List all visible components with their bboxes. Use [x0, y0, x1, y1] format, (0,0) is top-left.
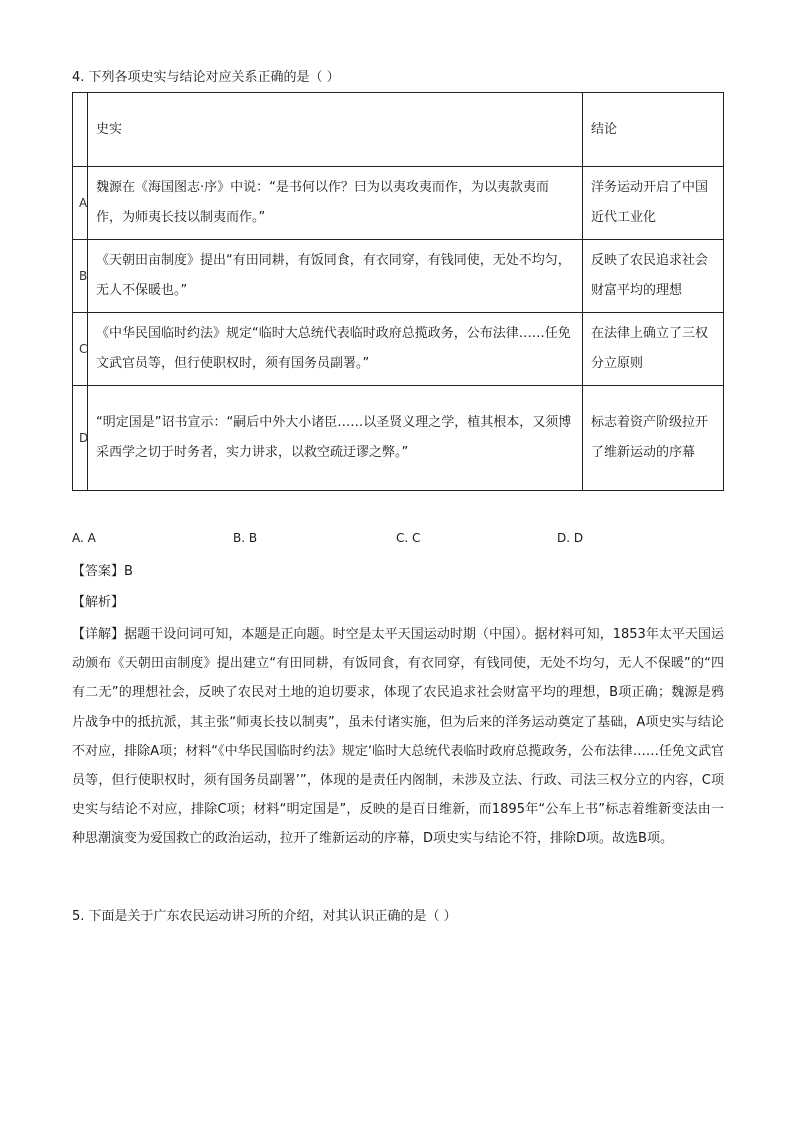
row-label-text: A	[79, 196, 88, 210]
table-header-row	[73, 93, 724, 167]
analysis-label: 【解析】	[72, 595, 125, 610]
option-d[interactable]: D. D	[557, 531, 584, 545]
header-fact: 史实	[88, 93, 583, 167]
row-label-text: D	[79, 431, 89, 445]
row-label-text: C	[79, 342, 88, 356]
facts-table	[72, 92, 724, 491]
row-label	[73, 313, 88, 386]
row-label-text: B	[79, 269, 88, 283]
row-label	[73, 386, 88, 491]
answer-options	[0, 531, 794, 547]
row-fact: 《中华民国临时约法》规定“临时大总统代表临时政府总揽政务，公布法律……任免文武官员等，但行使职权时，须有国务员副署。”	[88, 313, 583, 386]
row-conclusion: 洋务运动开启了中国近代工业化	[583, 167, 724, 240]
option-a[interactable]: A. A	[72, 531, 96, 545]
detail-paragraph: 【详解】据题干设问词可知，本题是正向题。时空是太平天国运动时期（中国）。据材料可知，1853年太平天国运动颁布《天朝田亩制度》提出建立“有田同耕，有饭同食，有衣同穿，有钱同使，无处不均匀，无人不保暖”的“四有二无”的理想社会，反映了农民对土地的迫切要求，体现了农民追求社会财富平均的理想，B项正确；魏源是鸦片战争中的抵抗派，其主张“师夷长技以制夷”，虽未付诸实施，但为后来的洋务运动奠定了基础，A项史实与结论不对应，排除A项；材料“《中华民国临时约法》规定‘临时大总统代表临时政府总揽政务，公布法律……任免文武官员等，但行使职权时，须有国务员副署’”，体现的是责任内阁制，未涉及立法、行政、司法三权分立的内容，C项史实与结论不对应，排除C项；材料“明定国是”，反映的是百日维新，而1895年“公车上书”标志着维新变法由一种思潮演变为爱国救亡的政治运动，拉开了维新运动的序幕，D项史实与结论不符，排除D项。故选B项。	[72, 627, 724, 847]
row-fact: “明定国是”诏书宣示：“嗣后中外大小诸臣……以圣贤义理之学，植其根本，又须博采西学之切于时务者，实力讲求，以救空疏迂谬之弊。”	[88, 386, 583, 491]
option-c[interactable]: C. C	[396, 531, 421, 545]
question-4-title: 4. 下列各项史实与结论对应关系正确的是（ ）	[72, 70, 340, 85]
table-row-a	[73, 167, 724, 240]
row-conclusion: 反映了农民追求社会财富平均的理想	[583, 240, 724, 313]
question-5-title: 5. 下面是关于广东农民运动讲习所的介绍，对其认识正确的是（ ）	[72, 909, 457, 924]
table-row-c	[73, 313, 724, 386]
option-b[interactable]: B. B	[233, 531, 258, 545]
header-conclusion: 结论	[583, 93, 724, 167]
label-cell	[73, 93, 88, 167]
row-conclusion: 在法律上确立了三权分立原则	[583, 313, 724, 386]
row-conclusion: 标志着资产阶级拉开了维新运动的序幕	[583, 386, 724, 491]
row-label	[73, 240, 88, 313]
table-row-b	[73, 240, 724, 313]
table-row-d	[73, 386, 724, 491]
row-fact: 魏源在《海国图志·序》中说：“是书何以作？曰为以夷攻夷而作，为以夷款夷而作，为师夷长技以制夷而作。”	[88, 167, 583, 240]
row-label	[73, 167, 88, 240]
answer-line: 【答案】B	[72, 564, 133, 579]
row-fact: 《天朝田亩制度》提出“有田同耕，有饭同食，有衣同穿，有钱同使，无处不均匀，无人不保暖也。”	[88, 240, 583, 313]
